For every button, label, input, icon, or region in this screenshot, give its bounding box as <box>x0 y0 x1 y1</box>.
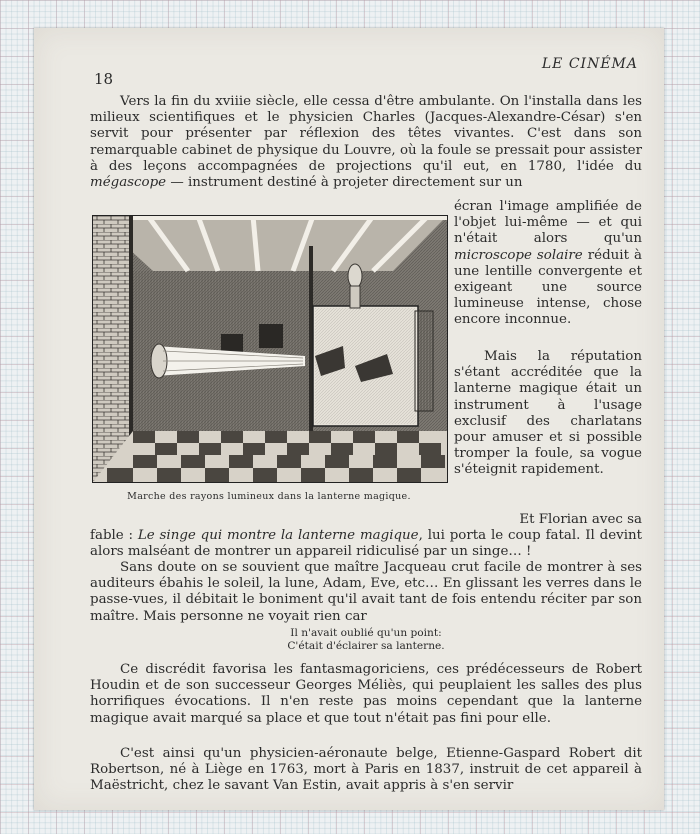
right-column-paragraph: écran l'image amplifiée de l'objet lui-même — et qui n'était alors qu'un microscope solaire réduit à une lentille convergente et exigeant une source lumineuse intense, chose encore inconnue. <box>454 199 642 328</box>
right-column-line-end: Et Florian avec sa <box>519 512 642 527</box>
paragraph-5: Ce discrédit favorisa les fantasmagoriciens, ces prédécesseurs de Robert Houdin et de son successeur Georges Méliès, qui peuplaient les salles des plus horrifiques évocations. Il n'en reste pas moins cependant que la lanterne magique avait marqué sa place et que tout n'était pas fini pour elle. <box>90 662 642 726</box>
engraving-image <box>93 216 447 482</box>
book-page <box>34 28 664 810</box>
paragraph-1: Vers la fin du xviiie siècle, elle cessa d'être ambulante. On l'installa dans les milieux scientifiques et le physicien Charles (Jacques-Alexandre-César) s'en servit pour présenter par réflexion des têtes vivantes. C'est dans son remarquable cabinet de physique du Louvre, où la foule se pressait pour assister à des leçons accompagnées de projections qu'il eut, en 1780, l'idée du mégascope — instrument destiné à projeter directement sur un <box>90 94 642 191</box>
fable-title: Le singe qui montre la lanterne magique <box>137 528 419 543</box>
right-column-paragraph-2: Mais la réputation s'étant accréditée que la lanterne magique était un instrument à l'usage exclusif des charlatans pour amuser et si possible tromper la foule, sa vogue s'éteignit rapidement. <box>454 349 642 478</box>
running-head: LE CINÉMA <box>541 56 638 72</box>
page-number: 18 <box>94 70 114 88</box>
microscope-solaire-term: microscope solaire <box>454 247 583 263</box>
lanterne-magique-illustration <box>92 215 448 483</box>
verse-line-1: Il n'avait oublié qu'un point: <box>290 627 442 639</box>
paragraph-3: fable : Le singe qui montre la lanterne magique, lui porta le coup fatal. Il devint alors malséant de montrer un appareil ridiculisé par un singe… ! <box>90 528 642 560</box>
paragraph-6: C'est ainsi qu'un physicien-aéronaute belge, Etienne-Gaspard Robert dit Robertson, né à Liège en 1763, mort à Paris en 1837, instruit de cet appareil à Maëstricht, chez le savant Van Estin, avait appris à s'en servir <box>90 746 642 794</box>
paragraph-4: Sans doute on se souvient que maître Jacqueau crut facile de montrer à ses auditeurs ébahis le soleil, la lune, Adam, Eve, etc… En glissant les verres dans le passe-vues, il débitait le boniment qu'il avait tant de fois entendu réciter par son maître. Mais personne ne voyait rien car <box>90 560 642 624</box>
megascope-term: mégascope <box>90 175 167 191</box>
figure-caption: Marche des rayons lumineux dans la lanterne magique. <box>127 491 411 502</box>
verse-line-2: C'était d'éclairer sa lanterne. <box>287 640 445 652</box>
